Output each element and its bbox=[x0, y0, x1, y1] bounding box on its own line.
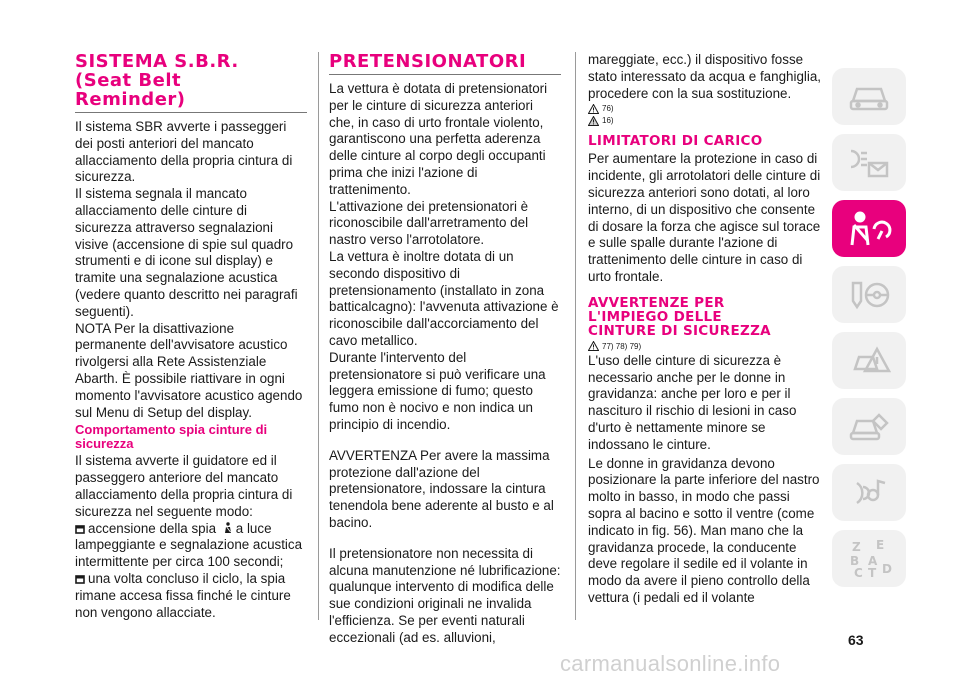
seatbelt-warning-light-icon bbox=[223, 522, 233, 534]
paragraph: L'uso delle cinture di sicurezza è necessario anche per le donne in gravidanza: anche per loro e per il nascituro il rischio di lesioni in caso d'urto è nettamente minore se indossano le cinture. bbox=[588, 352, 797, 452]
page-number: 63 bbox=[848, 632, 864, 648]
warning-triangle-icon bbox=[588, 341, 599, 351]
warning-ref-text: 76) bbox=[602, 104, 614, 114]
paragraph: Il sistema SBR avverte i passeggeri dei posti anteriori del mancato allacciamento della propria cintura di sicurezza. bbox=[75, 119, 293, 185]
tab-dashboard[interactable] bbox=[832, 68, 906, 125]
section-title-pretensionatori: PRETENSIONATORI bbox=[329, 51, 527, 72]
column-separator bbox=[575, 52, 576, 620]
section-title-avvertenze bbox=[588, 296, 824, 338]
tab-multimedia[interactable] bbox=[832, 464, 906, 521]
index-icon bbox=[846, 539, 892, 579]
column-3 bbox=[588, 52, 824, 607]
title-line: L'IMPIEGO DELLE bbox=[588, 308, 722, 325]
index-letter: E bbox=[876, 538, 885, 552]
paragraph-warning: AVVERTENZA Per avere la massima protezione dall'azione del pretensionatore, indossare la cintura tenendola bene aderente al busto e al bacino. bbox=[329, 447, 554, 530]
column-separator bbox=[318, 52, 319, 620]
column-1 bbox=[75, 52, 307, 621]
paragraph: Il sistema segnala il mancato allacciamento delle cinture di sicurezza attraverso segnalazioni visive (accensione di spie sul quadro strumenti e di icone sul display) e tramite una segnalazione acustica (vedere quanto descritto nei paragrafi seguenti). bbox=[75, 186, 298, 319]
paragraph: mareggiate, ecc.) il dispositivo fosse stato interessato da acqua e fanghiglia, procedere con la sua sostituzione. bbox=[588, 52, 822, 101]
tab-starting-driving[interactable] bbox=[832, 266, 906, 323]
warning-reference bbox=[588, 103, 824, 114]
paragraph: Le donne in gravidanza devono posizionare la parte inferiore del nastro molto in basso, in modo che passi sopra al bacino e sotto il ventre (come indicato in fig. 56). Man mano che la gravidanza procede, la conducente deve regolare il sedile ed il volante in modo da avere il pieno controllo della vettura (i pedali ed il volante bbox=[588, 455, 820, 605]
maintenance-icon bbox=[847, 409, 891, 445]
title-line: Reminder) bbox=[75, 89, 186, 110]
tab-emergency[interactable] bbox=[832, 332, 906, 389]
list-text: a luce lampeggiante e segnalazione acustica intermittente per circa 100 secondi; bbox=[75, 520, 303, 570]
index-letter: T bbox=[868, 565, 877, 579]
watermark: carmanualsonline.info bbox=[560, 651, 781, 676]
section-title-sbr bbox=[75, 52, 307, 109]
spacer bbox=[329, 532, 561, 546]
tab-safety[interactable] bbox=[832, 200, 906, 257]
key-wheel-icon bbox=[847, 277, 891, 313]
caution-triangle-icon bbox=[588, 116, 599, 126]
paragraph: L'attivazione dei pretensionatori è riconoscibile dall'arretramento del nastro verso l'arrotolatore. bbox=[329, 198, 529, 248]
paragraph: Per aumentare la protezione in caso di incidente, gli arrotolatori delle cinture di sicurezza anteriori sono dotati, al loro interno, di un dispositivo che consente di dosare la forza che agisce sul torace e sulle spalle durante l'azione di trattenimento delle cinture in caso di urto frontale. bbox=[588, 151, 821, 284]
list-text: accensione della spia bbox=[88, 520, 217, 536]
lights-messages-icon bbox=[847, 145, 891, 181]
spacer bbox=[329, 434, 561, 448]
paragraph: NOTA Per la disattivazione permanente dell'avvisatore acustico rivolgersi alla Rete Assistenziale Abarth. È possibile riattivare in ogni momento l'avvisatore acustico agendo sul Menu di Setup del display. bbox=[75, 320, 303, 420]
title-line: CINTURE DI SICUREZZA bbox=[588, 322, 771, 339]
warning-ref-text: 77) 78) 79) bbox=[602, 341, 642, 351]
section-title-limitatori: LIMITATORI DI CARICO bbox=[588, 133, 763, 150]
warning-reference bbox=[588, 341, 824, 352]
paragraph: Il sistema avverte il guidatore ed il passeggero anteriore del mancato allacciamento della propria cintura di sicurezza nel seguente modo: bbox=[75, 453, 293, 519]
divider bbox=[329, 74, 561, 75]
index-letter: B bbox=[850, 553, 860, 568]
paragraph: Durante l'intervento del pretensionatore si può verificare una leggera emissione di fumo; questo fumo non è nocivo e non indica un principio di incendio. bbox=[329, 349, 546, 432]
warning-triangle-icon bbox=[588, 104, 599, 114]
subsection-title: Comportamento spia cinture di sicurezza bbox=[75, 422, 268, 452]
divider bbox=[75, 112, 307, 113]
index-letter: D bbox=[882, 561, 892, 576]
car-dashboard-icon bbox=[847, 81, 891, 113]
emergency-icon bbox=[847, 343, 891, 379]
bullet-square-icon bbox=[75, 575, 85, 584]
multimedia-icon bbox=[847, 475, 891, 511]
warning-ref-text: 16) bbox=[602, 116, 614, 126]
title-line: SISTEMA S.B.R. bbox=[75, 51, 239, 72]
tab-lights-messages[interactable] bbox=[832, 134, 906, 191]
column-2 bbox=[329, 52, 561, 647]
title-line: AVVERTENZE PER bbox=[588, 294, 725, 311]
bullet-square-icon bbox=[75, 525, 85, 534]
paragraph: La vettura è dotata di pretensionatori per le cinture di sicurezza anteriori che, in caso di urto frontale violento, garantiscono una perfetta aderenza delle cinture al corpo degli occupanti prima che inizi l'azione di trattenimento. bbox=[329, 81, 548, 197]
index-letter: C bbox=[854, 565, 863, 579]
paragraph: La vettura è inoltre dotata di un secondo dispositivo di pretensionamento (installato in zona batticalcagno): l'avvenuta attivazione è riconoscibile dall'accorciamento del cavo metallico. bbox=[329, 248, 559, 348]
tab-index[interactable] bbox=[832, 530, 906, 587]
tab-maintenance[interactable] bbox=[832, 398, 906, 455]
list-text: una volta concluso il ciclo, la spia rimane accesa fissa finché le cinture non vengono allacciate. bbox=[75, 570, 291, 620]
list-item bbox=[75, 571, 307, 621]
paragraph: Il pretensionatore non necessita di alcuna manutenzione né lubrificazione: qualunque intervento di modifica delle sue condizioni originali ne invalida l'efficienza. Se per eventi naturali eccezionali (ad es. alluvioni, bbox=[329, 545, 561, 645]
chapter-tabs bbox=[832, 68, 906, 596]
index-letter: A bbox=[868, 553, 878, 568]
title-line: (Seat Belt bbox=[75, 70, 182, 91]
note-reference bbox=[588, 115, 824, 126]
seatbelt-airbag-icon bbox=[846, 209, 892, 249]
list-item bbox=[75, 521, 307, 571]
index-letter: Z bbox=[852, 539, 861, 554]
